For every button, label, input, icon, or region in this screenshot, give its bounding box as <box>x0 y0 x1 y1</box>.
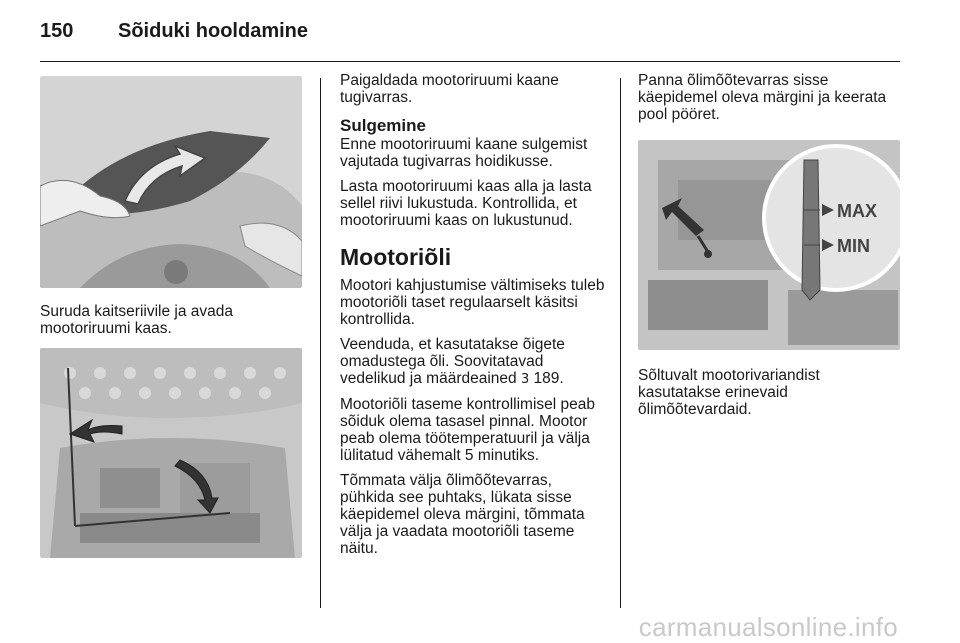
heading-mootorioli: Mootoriõli <box>340 244 452 270</box>
dipstick-min-label: MIN <box>837 236 870 256</box>
paragraph: Mootori kahjustumise vältimiseks tuleb mootoriõli taset regulaarselt käsitsi kontrollida. <box>340 277 605 328</box>
heading-sulgemine: Sulgemine <box>340 116 426 135</box>
page-title: Sõiduki hooldamine <box>118 20 309 42</box>
caption-open-hood: Suruda kaitseriivile ja avada mootoriruumi kaas. <box>40 303 233 337</box>
column-middle <box>340 72 608 565</box>
text-run: 189. <box>529 370 564 387</box>
column-divider-1 <box>320 78 321 608</box>
watermark: carmanualsonline.info <box>638 612 898 642</box>
paragraph <box>340 336 608 388</box>
column-right <box>638 72 902 131</box>
header-rule <box>40 61 900 62</box>
caption-dipstick-variants: Sõltuvalt mootorivariandist kasutatakse erinevaid õlimõõtevardaid. <box>638 367 820 418</box>
figure-hood-prop-rod <box>40 348 302 558</box>
figure-oil-dipstick <box>638 140 900 350</box>
paragraph: Paigaldada mootoriruumi kaane tugivarras. <box>340 72 559 106</box>
page-reference-icon: 3 <box>520 372 530 387</box>
figure-open-hood <box>40 76 302 288</box>
page-number: 150 <box>40 20 74 42</box>
paragraph: Tõmmata välja õlimõõtevarras, pühkida see puhtaks, lükata sisse käepidemel oleva märgini, tõmmata välja ja vaadata mootoriõli taseme näitu. <box>340 472 585 557</box>
paragraph: Mootoriõli taseme kontrollimisel peab sõiduk olema tasasel pinnal. Mootor peab olema töötemperatuuril ja välja lülitatud vähemalt 5 minutiks. <box>340 396 596 464</box>
dipstick-max-label: MAX <box>837 201 877 221</box>
paragraph: Enne mootoriruumi kaane sulgemist vajutada tugivarras hoidikusse. <box>340 136 588 170</box>
paragraph: Lasta mootoriruumi kaas alla ja lasta sellel riivi lukustuda. Kontrollida, et mootoriruumi kaas on lukustunud. <box>340 178 592 229</box>
page-header <box>40 18 900 58</box>
text-run: Veenduda, et kasutatakse õigete omadustega õli. Soovitatavad vedelikud ja määrdeained <box>340 336 565 387</box>
paragraph: Panna õlimõõtevarras sisse käepidemel oleva märgini ja keerata pool pööret. <box>638 72 887 123</box>
column-divider-2 <box>620 78 621 608</box>
